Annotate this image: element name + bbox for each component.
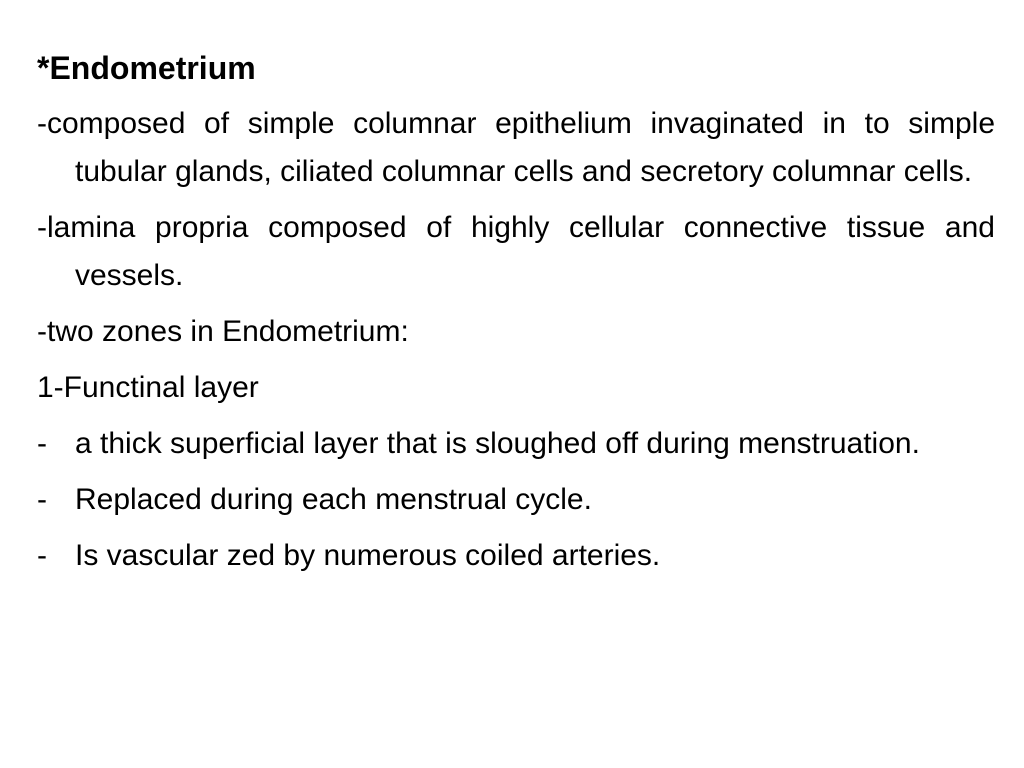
bullet-marker: - bbox=[37, 427, 47, 460]
paragraph-two-zones: -two zones in Endometrium: bbox=[37, 315, 409, 348]
bullet-text: Is vascular zed by numerous coiled arteries. bbox=[75, 539, 661, 572]
bullet-text: a thick superficial layer that is sloughed off during menstruation. bbox=[75, 427, 920, 460]
slide-content bbox=[37, 44, 995, 580]
bullet-marker: - bbox=[37, 483, 47, 516]
paragraph-functional-layer: 1-Functinal layer bbox=[37, 371, 259, 404]
slide-title: *Endometrium bbox=[37, 50, 256, 86]
paragraph-lamina-propria: -lamina propria composed of highly cellular connective tissue and vessels. bbox=[37, 211, 995, 292]
bullet-text: Replaced during each menstrual cycle. bbox=[75, 483, 592, 516]
bullet-item bbox=[37, 476, 995, 524]
paragraph-composition: -composed of simple columnar epithelium invaginated in to simple tubular glands, ciliated columnar cells and secretory columnar cells. bbox=[37, 107, 995, 188]
bullet-marker: - bbox=[37, 539, 47, 572]
bullet-item bbox=[37, 532, 995, 580]
bullet-item bbox=[37, 420, 995, 468]
